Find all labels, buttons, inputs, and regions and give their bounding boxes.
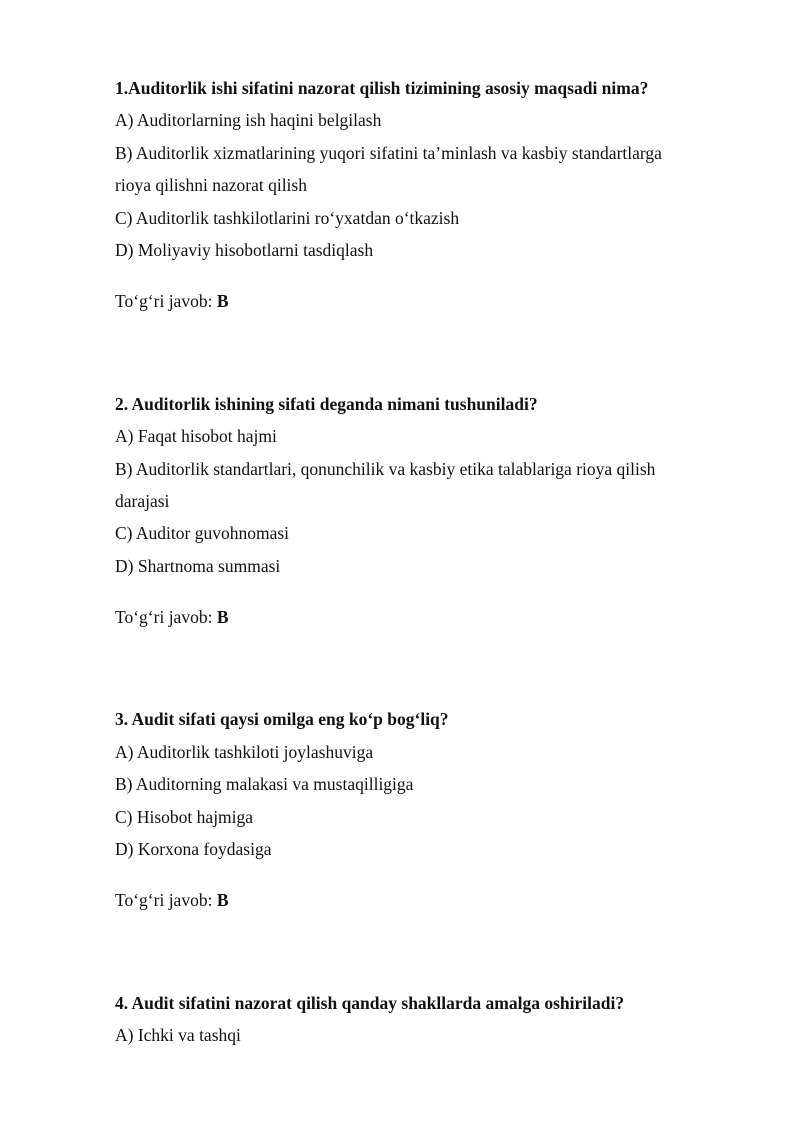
question-3-option-c: C) Hisobot hajmiga: [115, 807, 254, 827]
question-3-answer: [115, 889, 229, 911]
question-1-option-c: C) Auditorlik tashkilotlarini ro‘yxatdan o‘tkazish: [115, 208, 460, 228]
question-2-title: 2. Auditorlik ishining sifati deganda nimani tushuniladi?: [115, 394, 538, 414]
question-4-option-a: A) Ichki va tashqi: [115, 1025, 241, 1045]
question-1-answer: [115, 290, 229, 312]
question-3-title: 3. Audit sifati qaysi omilga eng ko‘p bog‘liq?: [115, 709, 449, 729]
question-1-option-a: A) Auditorlarning ish haqini belgilash: [115, 110, 382, 130]
question-1-option-b-cont: rioya qilishni nazorat qilish: [115, 175, 307, 195]
question-2-answer-label: To‘g‘ri javob:: [115, 607, 217, 627]
question-1-option-d: D) Moliyaviy hisobotlarni tasdiqlash: [115, 240, 374, 260]
question-1-option-b: B) Auditorlik xizmatlarining yuqori sifatini ta’minlash va kasbiy standartlarga: [115, 143, 662, 163]
question-2-answer-value: B: [216, 607, 229, 627]
question-3-option-b: B) Auditorning malakasi va mustaqilligiga: [115, 774, 414, 794]
question-2-option-b: B) Auditorlik standartlari, qonunchilik va kasbiy etika talablariga rioya qilish: [115, 459, 656, 479]
question-2-option-c: C) Auditor guvohnomasi: [115, 523, 290, 543]
question-2-answer: [115, 606, 229, 628]
question-4-title: 4. Audit sifatini nazorat qilish qanday shakllarda amalga oshiriladi?: [115, 993, 625, 1013]
question-1-answer-label: To‘g‘ri javob:: [115, 291, 217, 311]
question-1-answer-value: B: [216, 291, 229, 311]
question-3-answer-label: To‘g‘ri javob:: [115, 890, 217, 910]
question-3-answer-value: B: [216, 890, 229, 910]
question-2-option-d: D) Shartnoma summasi: [115, 556, 281, 576]
question-2-option-a: A) Faqat hisobot hajmi: [115, 426, 277, 446]
question-1-title: 1.Auditorlik ishi sifatini nazorat qilish tizimining asosiy maqsadi nima?: [115, 78, 649, 98]
question-3-option-a: A) Auditorlik tashkiloti joylashuviga: [115, 742, 374, 762]
question-3-option-d: D) Korxona foydasiga: [115, 839, 272, 859]
question-2-option-b-cont: darajasi: [115, 491, 170, 511]
